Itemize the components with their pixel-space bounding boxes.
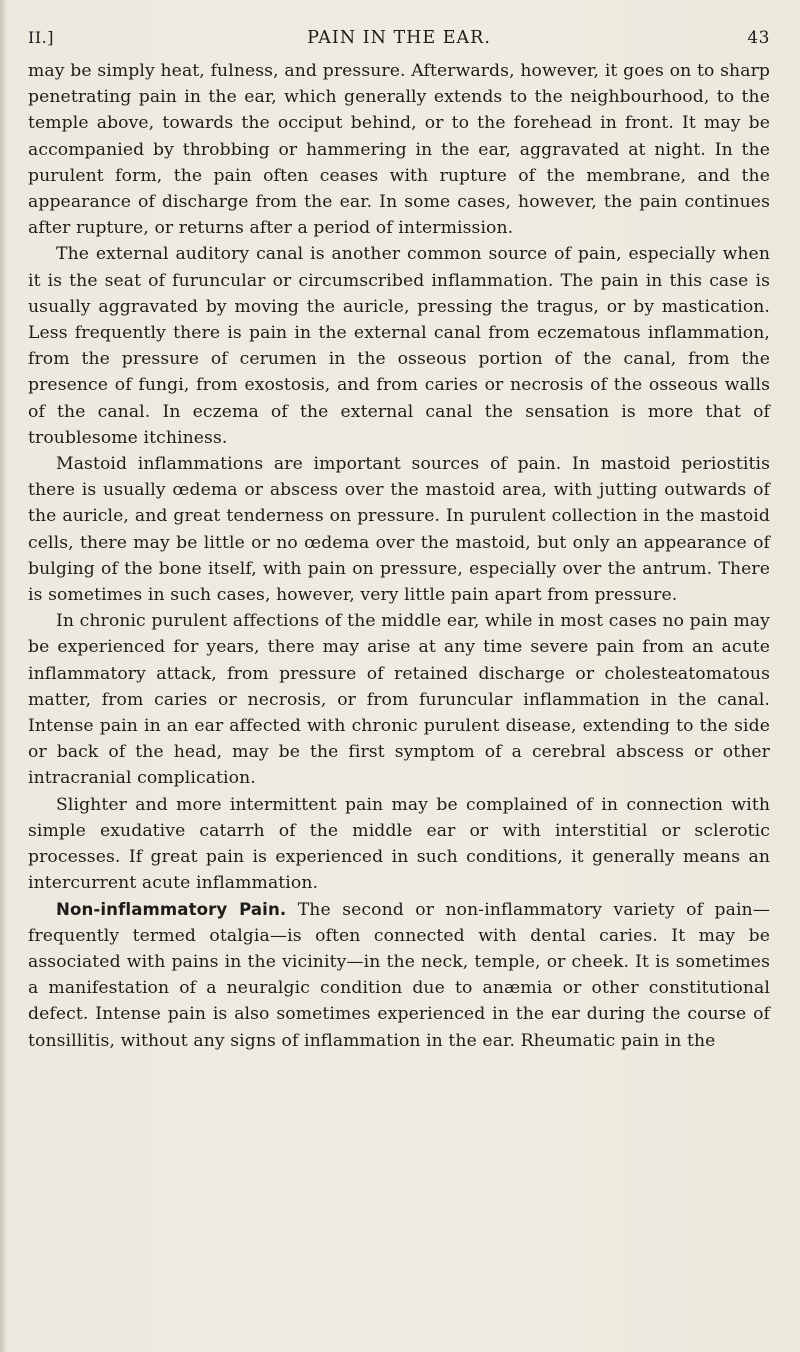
page-spine-shadow <box>0 0 6 1352</box>
chapter-marker: II.] <box>28 28 54 47</box>
body-text <box>28 58 770 1054</box>
paragraph-2: The external auditory canal is another common source of pain, especially when it is the seat of furuncular or circumscribed inflammation. The pain in this case is usually aggravated by moving the auricle, pressing the tragus, or by mastication. Less frequently there is pain in the external canal from eczematous inflammation, from the pressure of cerumen in the osseous portion of the canal, from the presence of fungi, from exostosis, and from caries or necrosis of the osseous walls of the canal. In eczema of the external canal the sensation is more that of troublesome itchiness. <box>28 244 770 448</box>
section-heading-non-inflammatory: Non-inflammatory Pain. <box>56 899 287 919</box>
paragraph-4: In chronic purulent affections of the middle ear, while in most cases no pain may be experienced for years, there may arise at any time severe pain from an acute inflammatory attack, from pressure of retained discharge or cholesteatomatous matter, from caries or necrosis, or from furuncular inflammation in the canal. Intense pain in an ear affected with chronic purulent disease, extending to the side or back of the head, may be the first symptom of a cerebral abscess or other intracranial complication. <box>28 611 770 789</box>
page-number: 43 <box>747 28 770 48</box>
paragraph-6-text: The second or non-inflammatory variety of pain—frequently termed otalgia—is often connected with dental caries. It may be associated with pains in the vicinity—in the neck, temple, or cheek. It is sometimes a manifestation of a neuralgic condition due to anæmia or other constitutional defect. Intense pain is also sometimes experienced in the ear during the course of tonsillitis, without any signs of inflammation in the ear. Rheumatic pain in the <box>28 899 771 1051</box>
paragraph-1: may be simply heat, fulness, and pressure. Afterwards, however, it goes on to sharp penetrating pain in the ear, which generally extends to the neighbourhood, to the temple above, towards the occiput behind, or to the forehead in front. It may be accompanied by throbbing or hammering in the ear, aggravated at night. In the purulent form, the pain often ceases with rupture of the membrane, and the appearance of discharge from the ear. In some cases, however, the pain continues after rupture, or returns after a period of intermission. <box>28 61 770 239</box>
paragraph-5: Slighter and more intermittent pain may be complained of in connection with simple exudative catarrh of the middle ear or with interstitial or sclerotic processes. If great pain is experienced in such conditions, it generally means an intercurrent acute inflammation. <box>28 794 770 894</box>
running-title: PAIN IN THE EAR. <box>307 28 491 48</box>
paragraph-6 <box>28 897 770 1054</box>
running-header <box>28 28 770 52</box>
paragraph-3: Mastoid inflammations are important sources of pain. In mastoid periostitis there is usually œdema or abscess over the mastoid area, with jutting outwards of the auricle, and great tenderness on pressure. In purulent collection in the mastoid cells, there may be little or no œdema over the mastoid, but only an appearance of bulging of the bone itself, with pain on pressure, especially over the antrum. There is sometimes in such cases, however, very little pain apart from pressure. <box>28 454 770 606</box>
